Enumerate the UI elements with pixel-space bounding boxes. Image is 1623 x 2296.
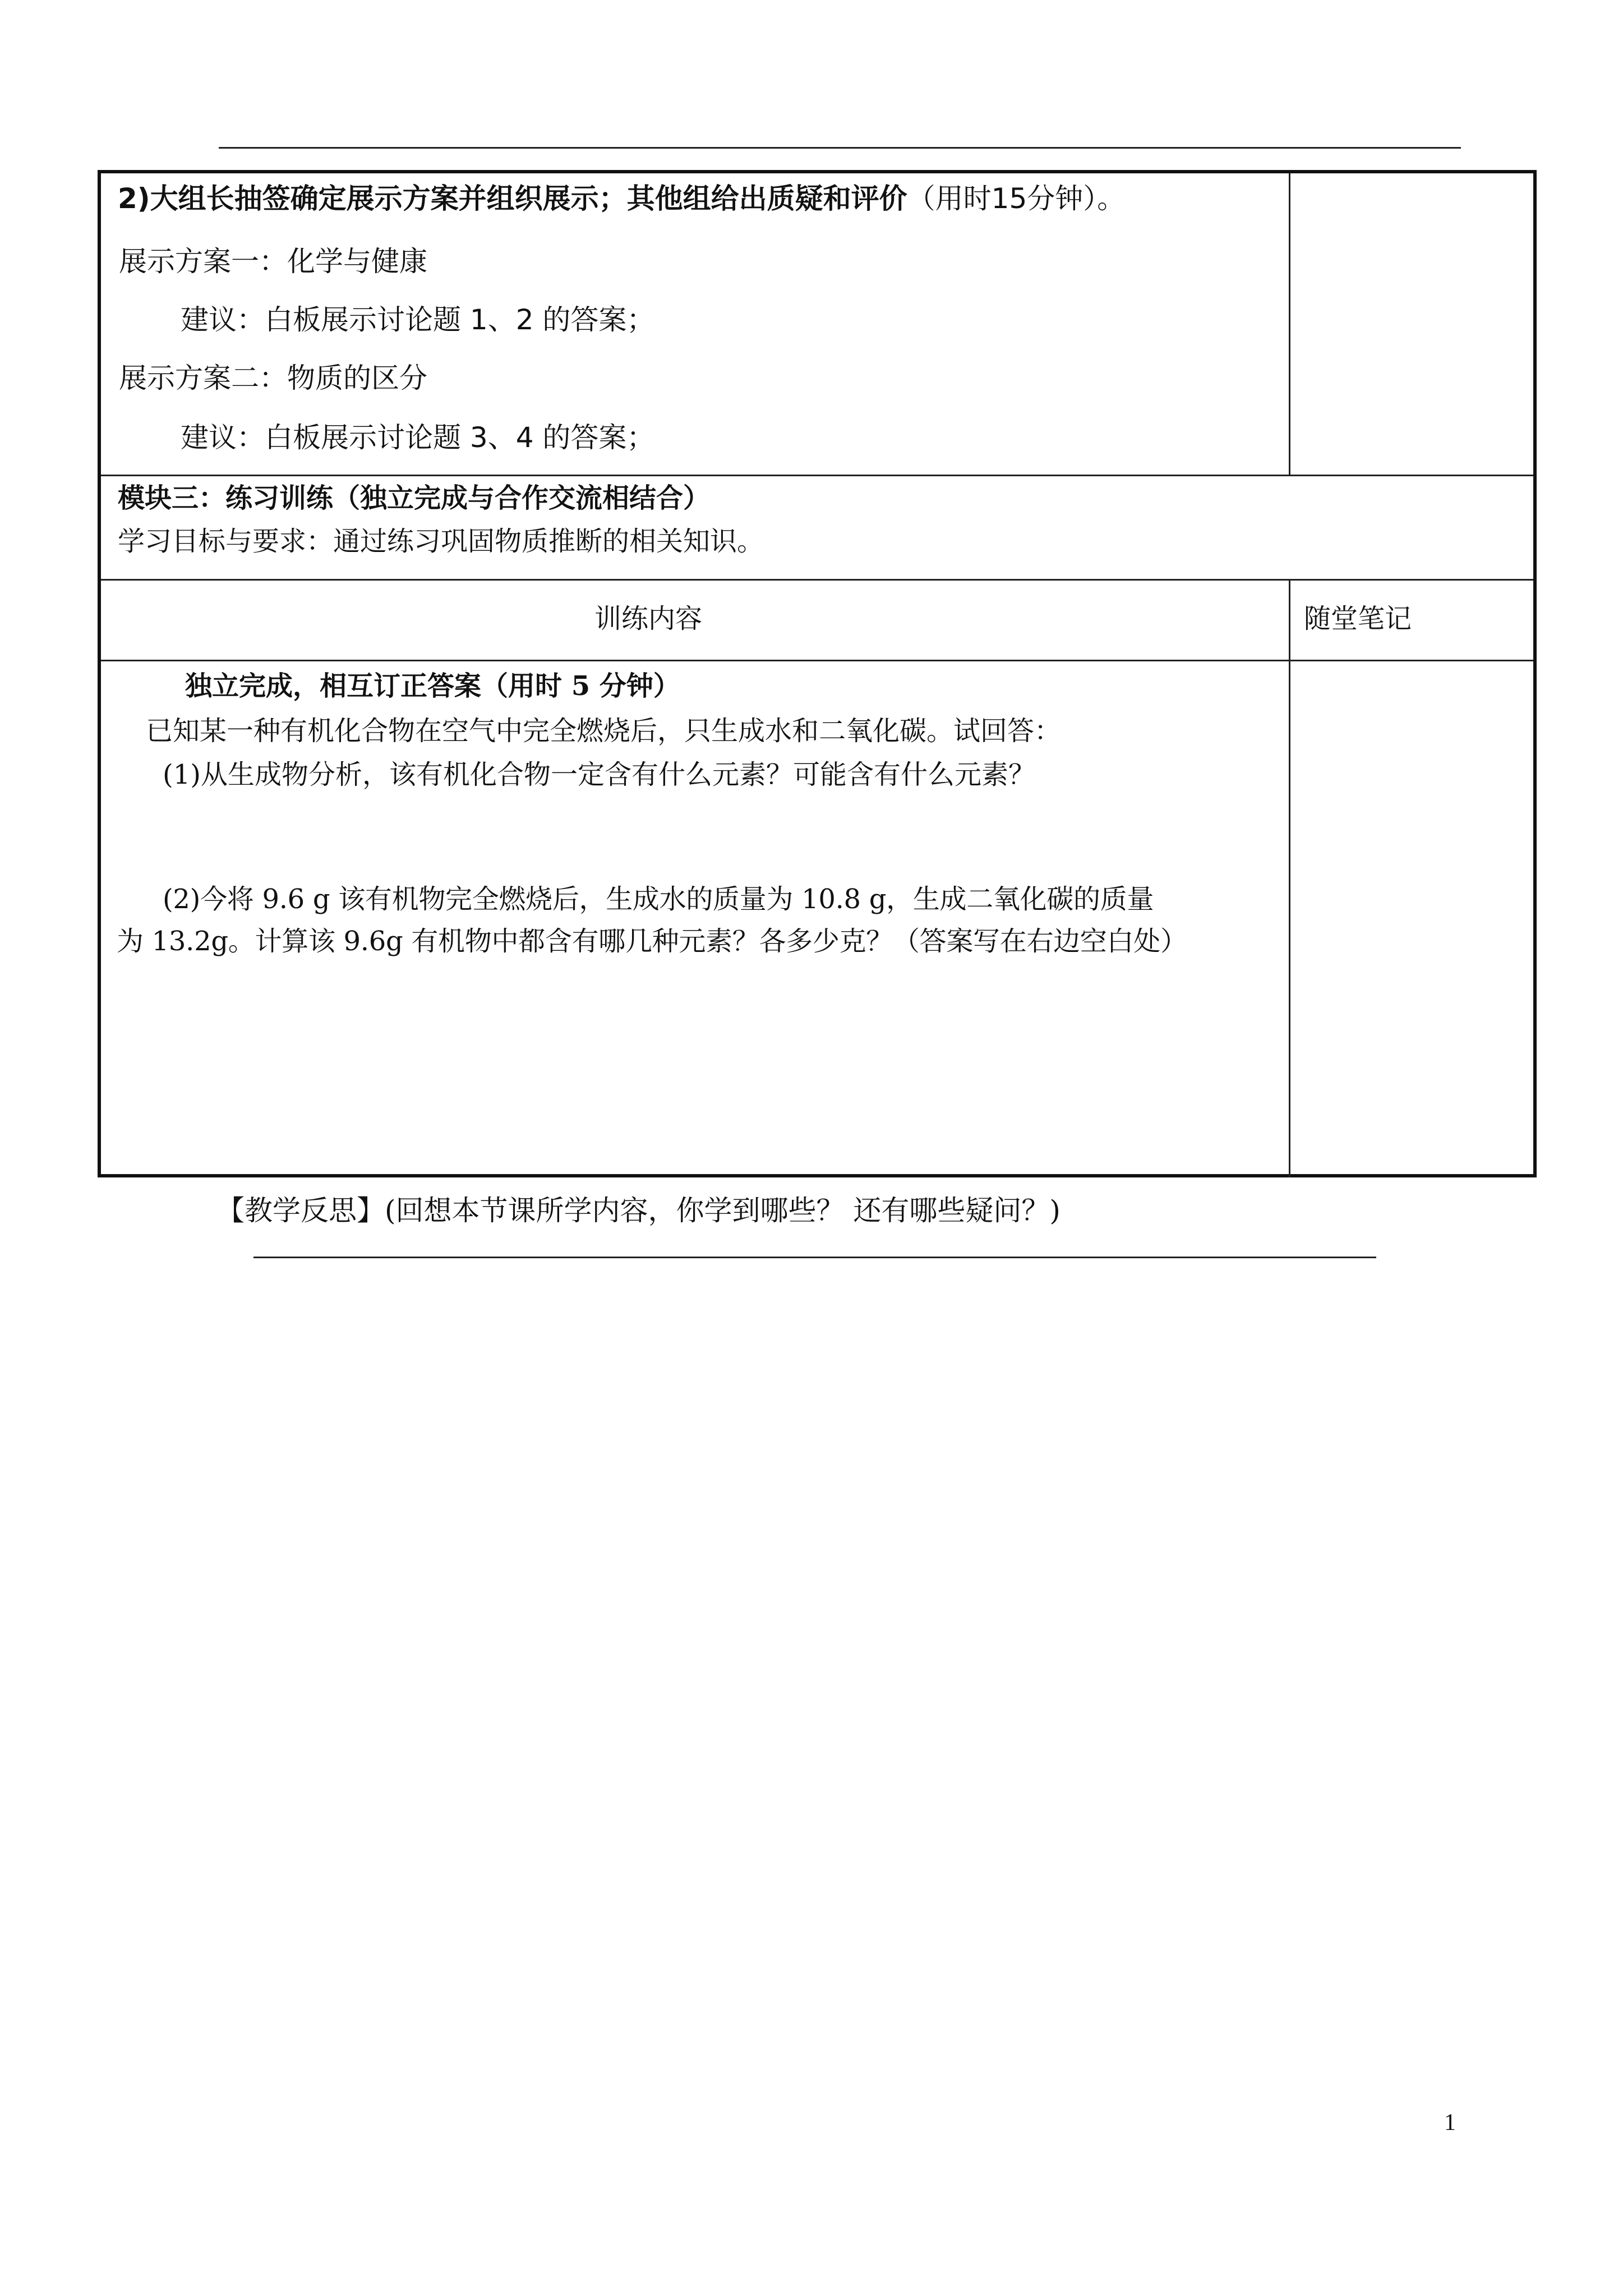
column-divider [1289,579,1290,1177]
exercise-intro: 已知某一种有机化合物在空气中完全燃烧后，只生成水和二氧化碳。试回答： [146,715,1062,747]
module-3-goal: 学习目标与要求：通过练习巩固物质推断的相关知识。 [118,526,764,557]
exercise-question-2-line-1: (2)今将 9.6 g 该有机物完全燃烧后，生成水的质量为 10.8 g，生成二氧化碳的质量 [163,884,1154,915]
column-header-content: 训练内容 [594,603,703,634]
header-rule [219,147,1461,149]
lesson-table [98,170,1537,1177]
row-divider [101,579,1533,581]
row-divider [101,660,1533,661]
display-plan-2: 展示方案二：物质的区分 [119,362,427,394]
exercise-question-1: (1)从生成物分析，该有机化合物一定含有什么元素？可能含有什么元素？ [163,759,1035,790]
display-task-time: （用时15分钟）。 [907,182,1126,215]
display-plan-1-suggestion: 建议：白板展示讨论题 1、2 的答案； [181,303,655,336]
exercise-heading: 独立完成，相互订正答案（用时 5 分钟） [185,670,680,702]
display-task-title [118,182,1126,215]
teaching-reflection: 【教学反思】(回想本节课所学内容，你学到哪些？ 还有哪些疑问？) [216,1194,1061,1227]
display-task-title-bold: 2)大组长抽签确定展示方案并组织展示；其他组给出质疑和评价 [118,182,907,215]
display-plan-2-suggestion: 建议：白板展示讨论题 3、4 的答案； [181,421,655,454]
row-divider [101,475,1533,476]
display-plan-1: 展示方案一：化学与健康 [119,245,427,278]
module-3-title: 模块三：练习训练（独立完成与合作交流相结合） [118,482,711,514]
column-header-notes: 随堂笔记 [1304,603,1412,634]
page-number: 1 [1444,2110,1456,2136]
exercise-question-2-line-2: 为 13.2g。计算该 9.6g 有机物中都含有哪几种元素？各多少克？（答案写在右边空白处） [117,926,1187,957]
column-divider [1289,173,1290,475]
reflection-answer-line [253,1257,1376,1258]
